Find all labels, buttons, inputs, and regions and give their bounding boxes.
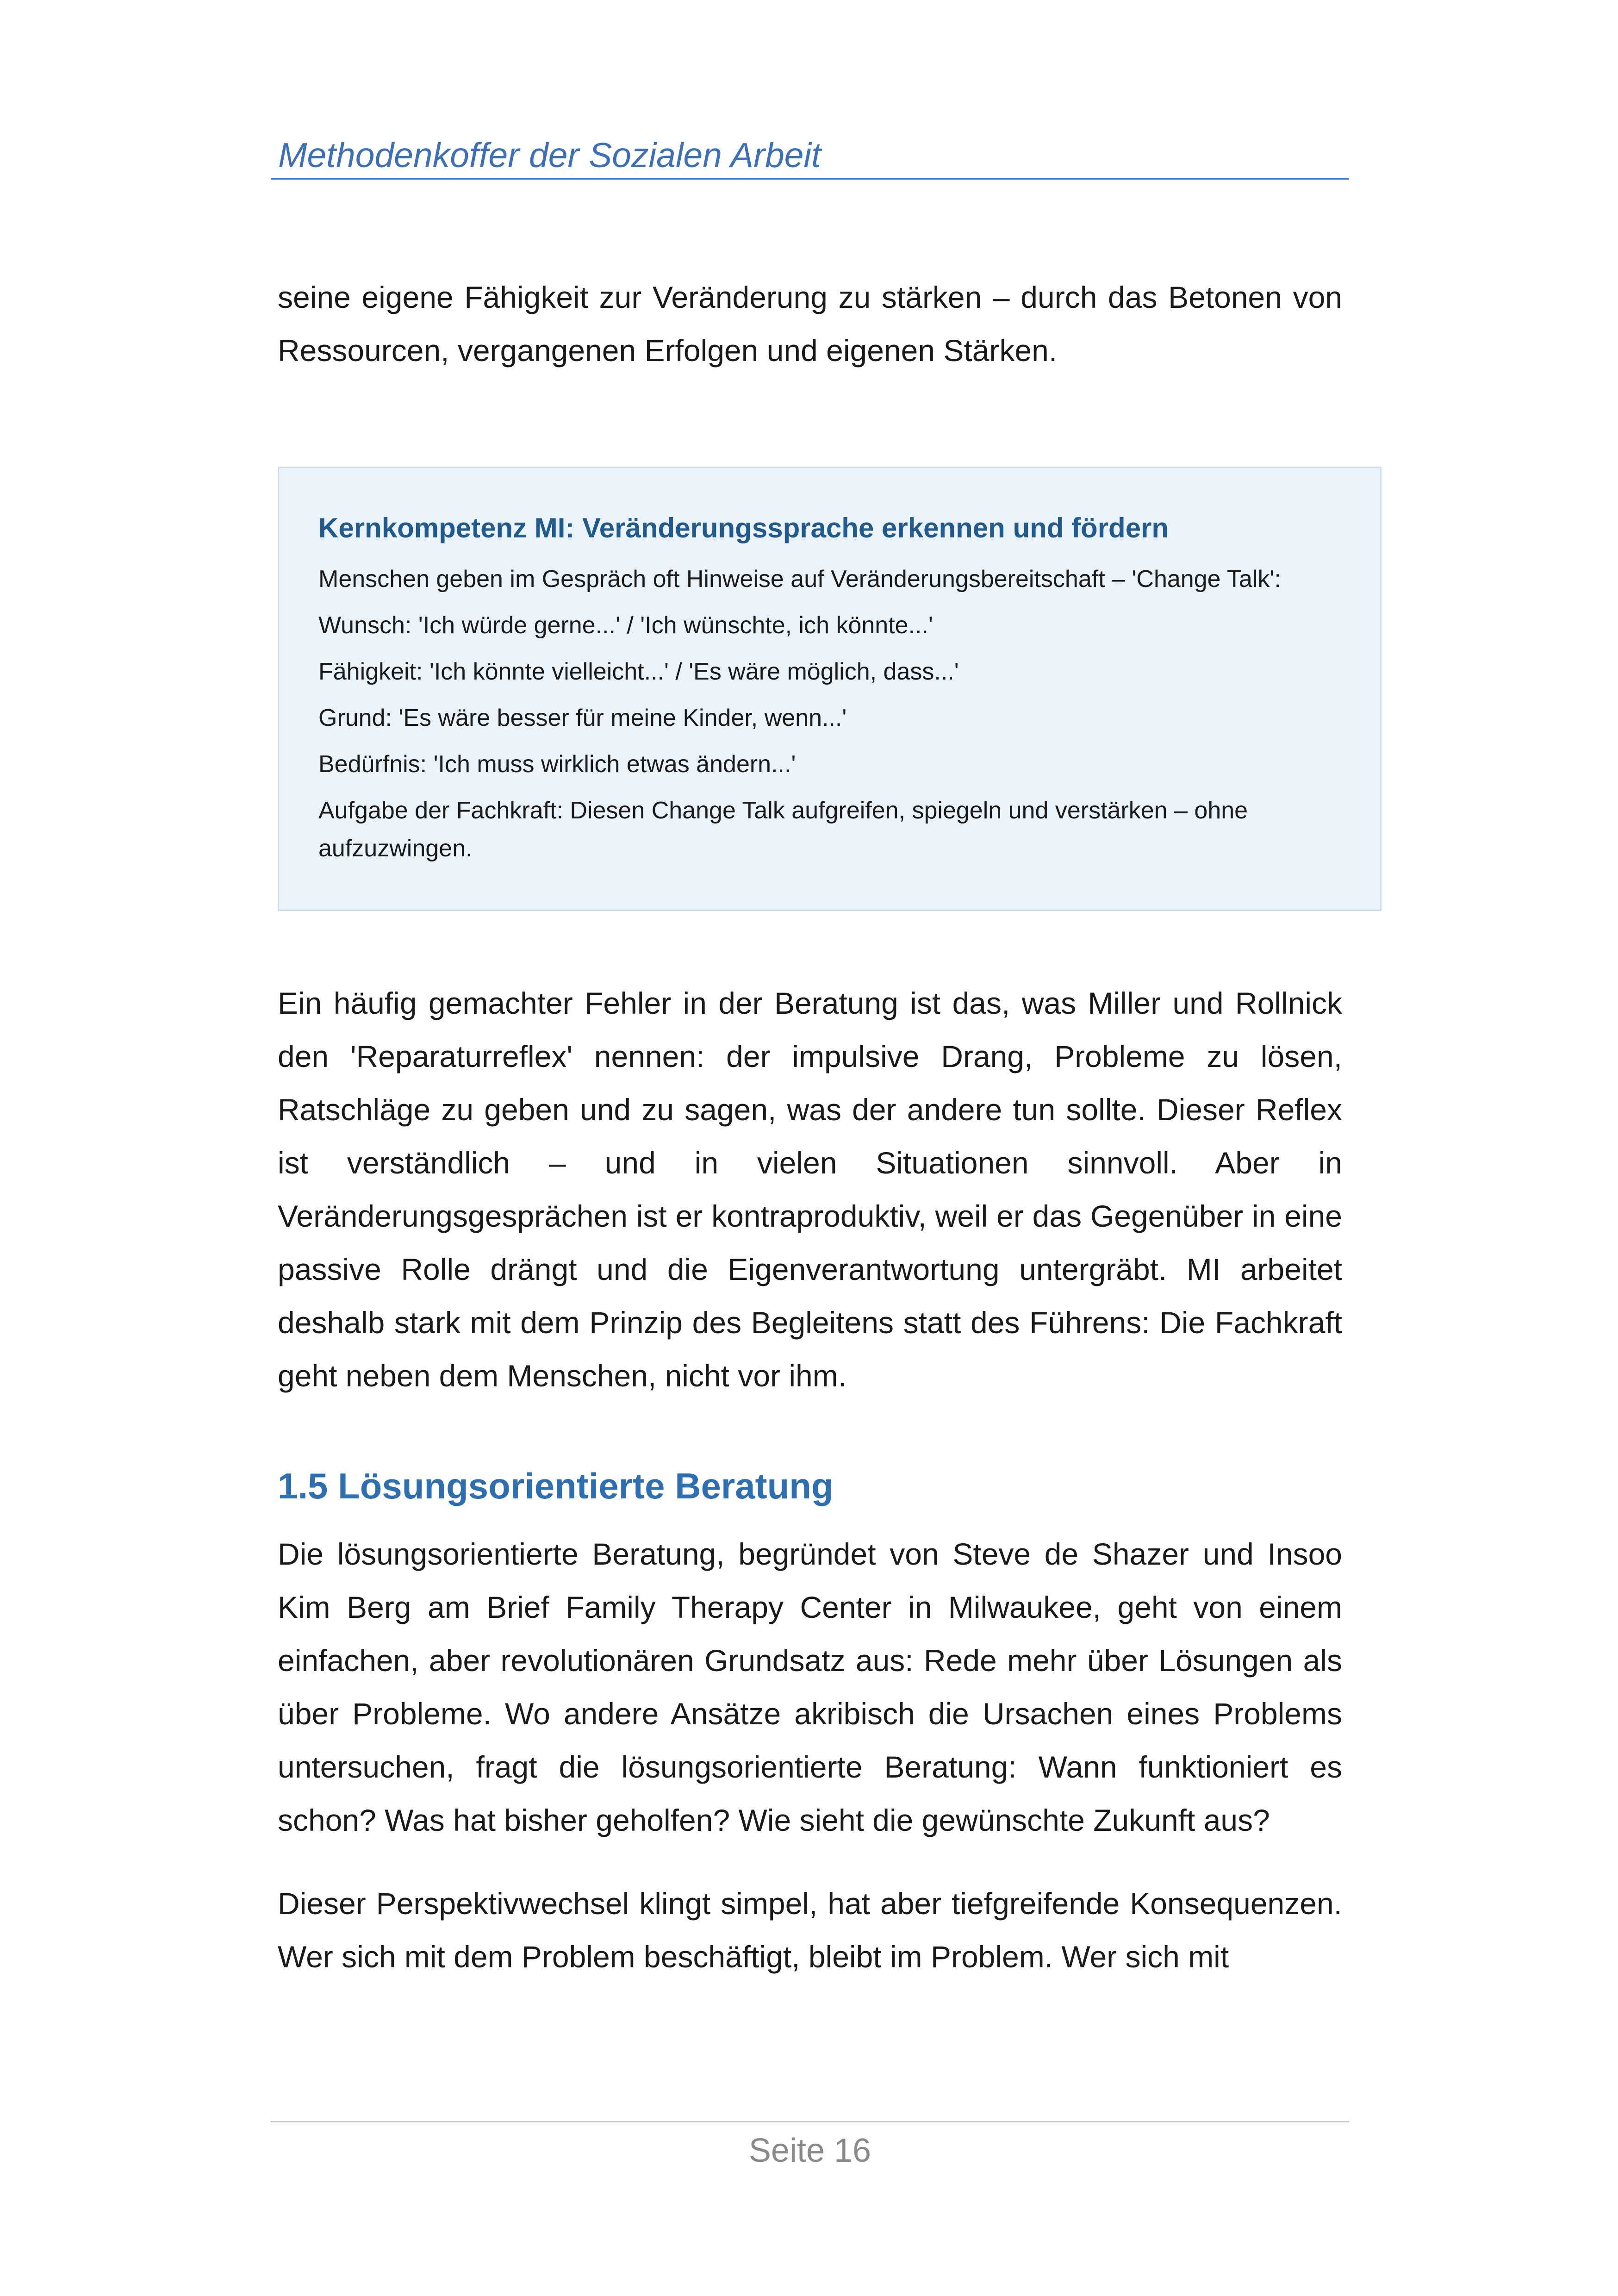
document-title: Methodenkoffer der Sozialen Arbeit xyxy=(278,136,821,175)
callout-line: Menschen geben im Gespräch oft Hinweise auf Veränderungsbereitschaft – 'Change Talk': xyxy=(318,566,1281,593)
page-footer xyxy=(271,2121,1349,2169)
callout-title: Kernkompetenz MI: Veränderungssprache erkennen und fördern xyxy=(318,512,1169,543)
page-header xyxy=(271,125,1349,180)
callout-box xyxy=(278,467,1382,911)
paragraph-intro: seine eigene Fähigkeit zur Veränderung zu stärken – durch das Betonen von Ressourcen, vergangenen Erfolgen und eigenen Stärken. xyxy=(278,280,1342,368)
callout-line: Fähigkeit: 'Ich könnte vielleicht...' / 'Es wäre möglich, dass...' xyxy=(318,658,959,685)
section-heading: 1.5 Lösungsorientierte Beratung xyxy=(278,1466,834,1506)
paragraph-loesungsorientierung: Die lösungsorientierte Beratung, begründet von Steve de Shazer und Insoo Kim Berg am Brief Family Therapy Center in Milwaukee, geht von einem einfachen, aber revolutionären Grundsatz aus: Rede mehr über Lösungen als über Probleme. Wo andere Ansätze akribisch die Ursachen eines Problems untersuchen, fragt die lösungsorientierte Beratung: Wann funktioniert es schon? Was hat bisher geholfen? Wie sieht die gewünschte Zukunft aus? xyxy=(278,1537,1342,1837)
callout-line: Aufgabe der Fachkraft: Diesen Change Talk aufgreifen, spiegeln und verstärken – ohne aufzuzwingen. xyxy=(318,797,1248,862)
callout-line: Bedürfnis: 'Ich muss wirklich etwas ändern...' xyxy=(318,751,796,778)
page-number: Seite 16 xyxy=(748,2132,871,2169)
callout-body xyxy=(318,556,1350,867)
callout-line: Wunsch: 'Ich würde gerne...' / 'Ich wünschte, ich könnte...' xyxy=(318,612,933,639)
callout-line: Grund: 'Es wäre besser für meine Kinder, wenn...' xyxy=(318,705,847,731)
paragraph-perspektivwechsel: Dieser Perspektivwechsel klingt simpel, hat aber tiefgreifende Konsequenzen. Wer sich mit dem Problem beschäftigt, bleibt im Problem. Wer sich mit xyxy=(278,1886,1342,1974)
paragraph-reparaturreflex: Ein häufig gemachter Fehler in der Beratung ist das, was Miller und Rollnick den 'Reparaturreflex' nennen: der impulsive Drang, Probleme zu lösen, Ratschläge zu geben und zu sagen, was der andere tun sollte. Dieser Reflex ist verständlich – und in vielen Situationen sinnvoll. Aber in Veränderungsgesprächen ist er kontraproduktiv, weil er das Gegenüber in eine passive Rolle drängt und die Eigenverantwortung untergräbt. MI arbeitet deshalb stark mit dem Prinzip des Begleitens statt des Führens: Die Fachkraft geht neben dem Menschen, nicht vor ihm. xyxy=(278,986,1342,1393)
